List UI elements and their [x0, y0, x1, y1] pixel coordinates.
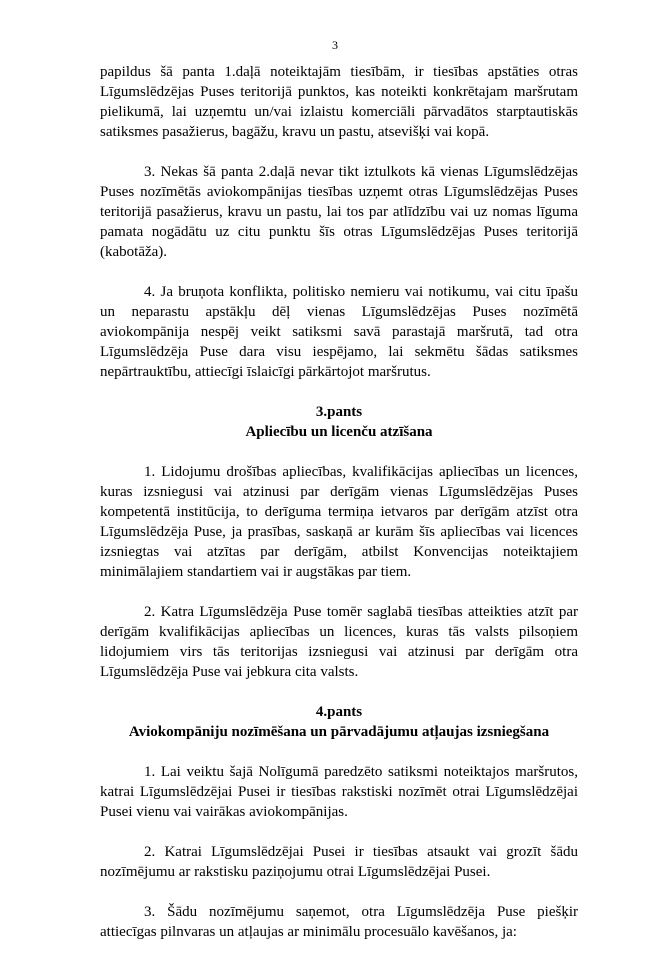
paragraph-2-4: 4. Ja bruņota konflikta, politisko nemieru vai notikumu, vai citu īpašu un neparastu apstākļu dēļ vienas Līgumslēdzējas Puses nozīmētā aviokompānija nespēj veikt satiksmi savā parastajā maršrutā, tad otra Līgumslēdzēja Puse dara visu iespējamo, lai sekmētu šādas satiksmes nepārtrauktību, attiecīgi īslaicīgi pārkārtojot maršrutus. [100, 284, 578, 380]
article-4-title: Aviokompāniju nozīmēšana un pārvadājumu atļaujas izsniegšana [128, 724, 550, 740]
article-4-number: 4.pants [315, 704, 363, 720]
article-3-number: 3.pants [315, 404, 363, 420]
paragraph-4-1: 1. Lai veiktu šajā Nolīgumā paredzēto satiksmi noteiktajos maršrutos, katrai Līgumslēdzējai Pusei ir tiesības rakstiski nozīmēt otrai Līgumslēdzējai Pusei vienu vai vairākas aviokompānijas. [100, 764, 578, 820]
article-3-title: Apliecību un licenču atzīšana [245, 424, 433, 440]
paragraph-3-1: 1. Lidojumu drošības apliecības, kvalifikācijas apliecības un licences, kuras izsniegusi vai atzinusi par derīgām vienas Līgumslēdzējas Puses kompetentā institūcija, to derīguma termiņa ietvaros par derīgām atzīst otra Līgumslēdzēja Puse, ja prasības, saskaņā ar kurām šīs apliecības vai licences izsniegtas vai atzītas par derīgām, atbilst Konvencijas noteiktajiem minimālajiem standartiem vai ir augstākas par tiem. [100, 464, 578, 580]
document-body [100, 62, 578, 962]
article-4-heading [100, 702, 578, 742]
paragraph-3-2: 2. Katra Līgumslēdzēja Puse tomēr saglabā tiesības atteikties atzīt par derīgām kvalifikācijas apliecības un licences, kuras tās valsts pilsoņiem lidojumiem virs tās teritorijas izsniegusi vai atzinusi par derīgām otra Līgumslēdzēja Puse vai jebkura cita valsts. [100, 604, 578, 680]
article-3-heading [100, 402, 578, 442]
page-number: 3 [332, 38, 338, 52]
paragraph-4-2: 2. Katrai Līgumslēdzējai Pusei ir tiesības atsaukt vai grozīt šādu nozīmējumu ar rakstisku paziņojumu otrai Līgumslēdzējai Pusei. [100, 844, 578, 880]
paragraph-continuation: papildus šā panta 1.daļā noteiktajām tiesībām, ir tiesības apstāties otras Līgumslēdzējas Puses teritorijā punktos, kas noteikti konkrētajam maršrutam pielikumā, lai uzņemtu un/vai izlaistu komerciāli pārvadātos starptautiskās satiksmes pasažierus, bagāžu, kravu un pastu, atsevišķi vai kopā. [100, 64, 578, 140]
paragraph-4-3: 3. Šādu nozīmējumu saņemot, otra Līgumslēdzēja Puse piešķir attiecīgas pilnvaras un atļaujas ar minimālu procesuālo kavēšanos, ja: [100, 904, 578, 940]
paragraph-2-3: 3. Nekas šā panta 2.daļā nevar tikt iztulkots kā vienas Līgumslēdzējas Puses nozīmētās aviokompānijas tiesības uzņemt otras Līgumslēdzējas Puses teritorijā pasažierus, kravu un pastu, lai tos par atlīdzību vai uz nomas līguma pamata nogādātu uz citu punktu šīs otras Līgumslēdzējas Puses teritorijā (kabotāža). [100, 164, 578, 260]
